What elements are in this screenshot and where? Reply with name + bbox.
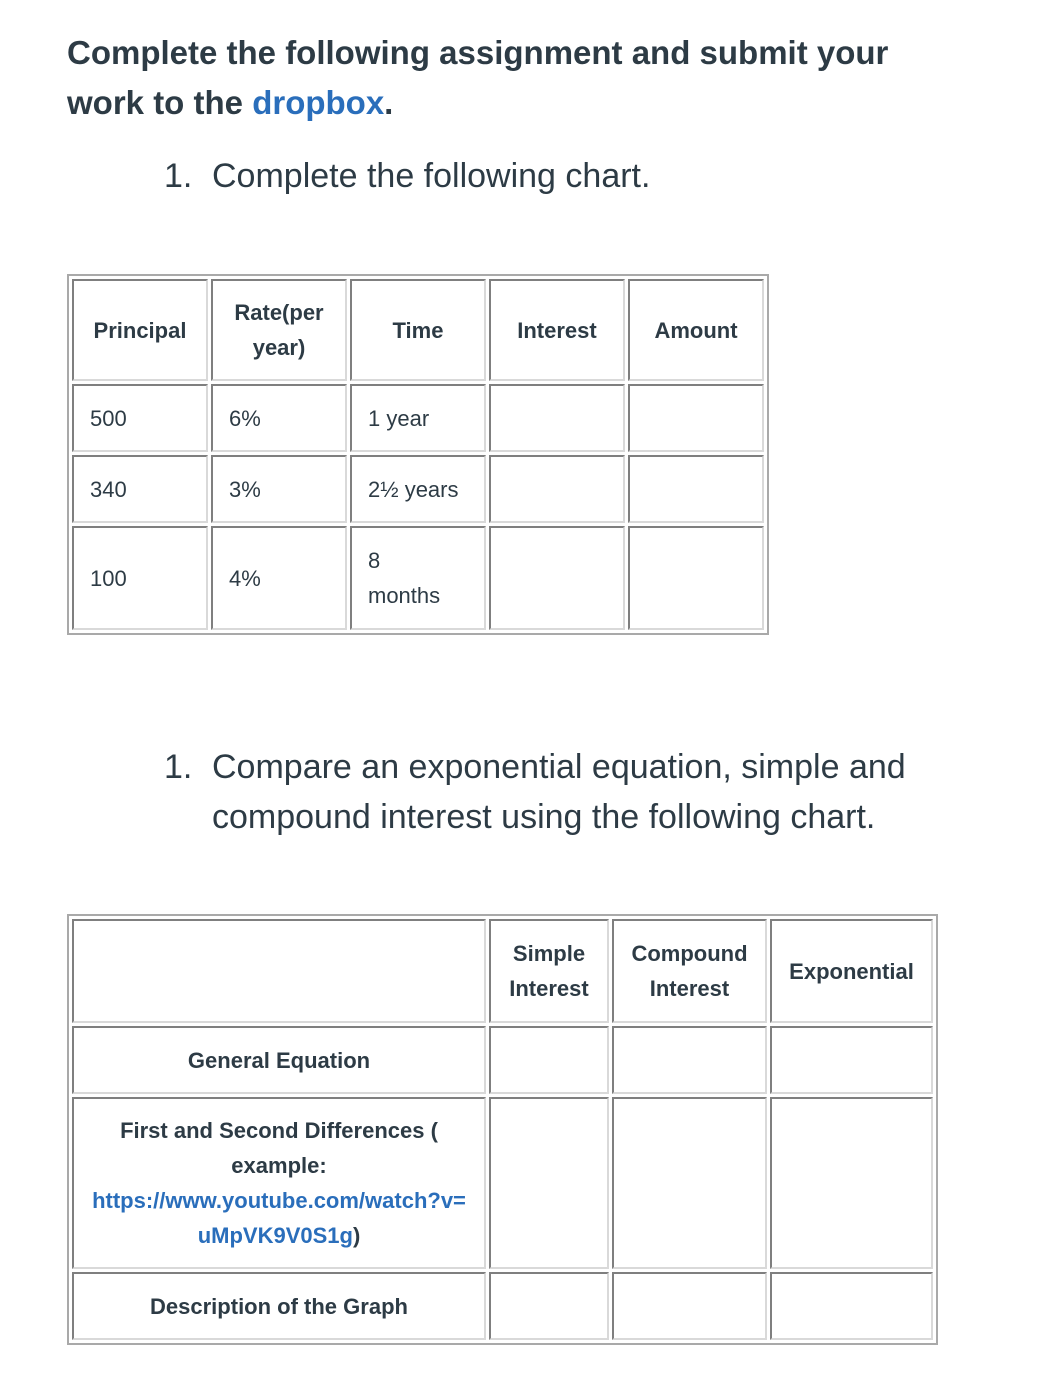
header-compound-interest: Compound Interest — [612, 919, 767, 1023]
header-simple-interest: Simple Interest — [489, 919, 609, 1023]
question-1-number: 1. — [164, 157, 193, 195]
header-time: Time — [350, 279, 486, 381]
cell-interest[interactable] — [489, 384, 625, 452]
page-heading — [67, 28, 947, 128]
cell-amount[interactable] — [628, 455, 764, 523]
question-2-line-2: compound interest using the following chart. — [212, 798, 876, 836]
comparison-table — [67, 914, 938, 1345]
cell-time: 1 year — [350, 384, 486, 452]
header-rate: Rate(per year) — [211, 279, 347, 381]
table-row — [72, 1026, 933, 1094]
cell-principal: 500 — [72, 384, 208, 452]
row-label-graph-description: Description of the Graph — [72, 1272, 486, 1340]
differences-label-end: ) — [352, 1223, 361, 1248]
cell-rate: 3% — [211, 455, 347, 523]
answer-cell[interactable] — [489, 1272, 609, 1340]
header-interest: Interest — [489, 279, 625, 381]
cell-interest[interactable] — [489, 526, 625, 630]
answer-cell[interactable] — [770, 1097, 933, 1269]
cell-amount[interactable] — [628, 526, 764, 630]
heading-period: . — [384, 84, 394, 121]
corner-cell — [72, 919, 486, 1023]
table-row — [72, 455, 764, 523]
question-1 — [164, 151, 864, 201]
answer-cell[interactable] — [612, 1272, 767, 1340]
answer-cell[interactable] — [612, 1026, 767, 1094]
question-2 — [164, 742, 964, 842]
table-row — [72, 384, 764, 452]
cell-rate: 4% — [211, 526, 347, 630]
question-2-number: 1. — [164, 748, 193, 786]
cell-time: 8 months — [350, 526, 486, 630]
answer-cell[interactable] — [770, 1026, 933, 1094]
differences-label-text: First and Second Differences ( example: — [120, 1118, 438, 1178]
header-amount: Amount — [628, 279, 764, 381]
interest-chart-table — [67, 274, 769, 635]
table-row — [72, 526, 764, 630]
answer-cell[interactable] — [612, 1097, 767, 1269]
row-label-differences — [72, 1097, 486, 1269]
youtube-link[interactable]: https://www.youtube.com/watch?v=uMpVK9V0S1g — [92, 1188, 466, 1248]
cell-principal: 340 — [72, 455, 208, 523]
question-2-line-1: Compare an exponential equation, simple and — [212, 748, 906, 786]
header-exponential: Exponential — [770, 919, 933, 1023]
heading-text: Complete the following assignment and submit your work to the — [67, 34, 889, 121]
cell-amount[interactable] — [628, 384, 764, 452]
table-row — [72, 1097, 933, 1269]
answer-cell[interactable] — [489, 1097, 609, 1269]
cell-time: 2½ years — [350, 455, 486, 523]
table-header-row — [72, 919, 933, 1023]
cell-rate: 6% — [211, 384, 347, 452]
row-label-general-equation: General Equation — [72, 1026, 486, 1094]
answer-cell[interactable] — [489, 1026, 609, 1094]
table-row — [72, 1272, 933, 1340]
question-1-text: Complete the following chart. — [212, 157, 651, 195]
dropbox-link[interactable]: dropbox — [252, 84, 385, 121]
header-principal: Principal — [72, 279, 208, 381]
cell-principal: 100 — [72, 526, 208, 630]
cell-interest[interactable] — [489, 455, 625, 523]
table-header-row — [72, 279, 764, 381]
answer-cell[interactable] — [770, 1272, 933, 1340]
